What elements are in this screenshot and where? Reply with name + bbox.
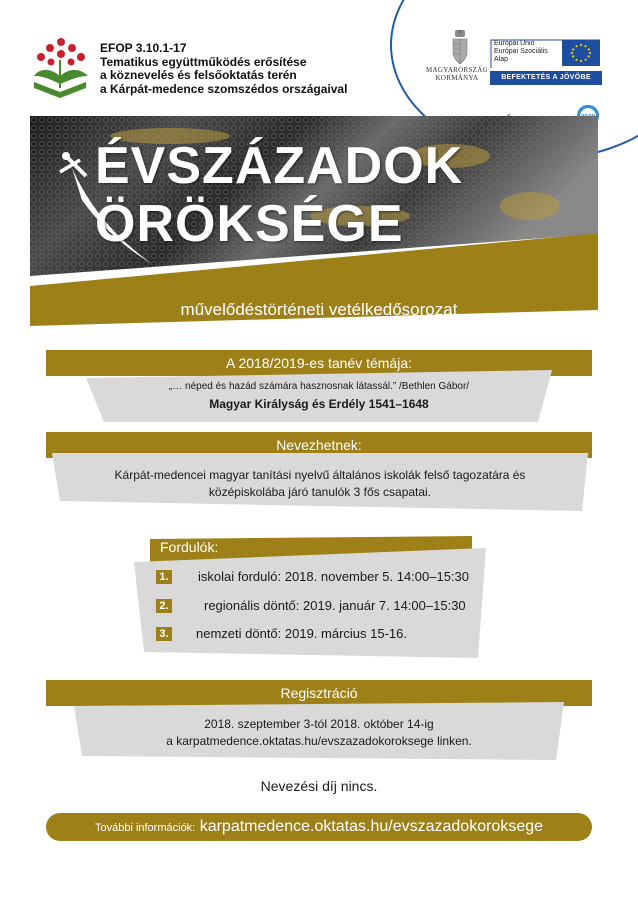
round-text-3: nemzeti döntő: 2019. március 15-16.	[196, 626, 408, 641]
topic-heading: A 2018/2019-es tanév témája:	[46, 350, 592, 376]
registration-box	[74, 702, 564, 760]
eu-flag-icon	[562, 40, 600, 66]
round-number-1: 1.	[156, 570, 172, 584]
eligible-line-2: középiskolába járó tanulók 3 fős csapatai.	[208, 485, 432, 499]
efop-line-3: a Kárpát-medence szomszédos országaival	[100, 81, 348, 96]
info-bar	[46, 813, 592, 841]
eligible-box	[52, 453, 588, 511]
round-number-3: 3.	[156, 627, 172, 641]
hero-title-line-1: ÉVSZÁZADOK	[95, 137, 464, 195]
efop-line-2: a köznevelés és felsőoktatás terén	[100, 68, 297, 82]
efop-code: EFOP 3.10.1-17	[100, 41, 187, 55]
hero-subtitle: művelődéstörténeti vetélkedősorozat	[180, 300, 458, 319]
eu-line-2: Európai Szociális	[494, 48, 548, 55]
round-text-1: iskolai forduló: 2018. november 5. 14:00–15:30	[198, 569, 470, 584]
efop-text-block	[100, 42, 347, 96]
eu-line-3: Alap	[494, 56, 509, 63]
fee-note: Nevezési díj nincs.	[260, 778, 378, 794]
round-text-2: regionális döntő: 2019. január 7. 14:00–15:30	[204, 598, 466, 613]
topic-theme: Magyar Királyság és Erdély 1541–1648	[209, 397, 429, 411]
round-number-2: 2.	[156, 599, 172, 613]
hungarian-crest-icon	[452, 30, 468, 66]
info-link[interactable]: karpatmedence.oktatas.hu/evszazadokoroksege	[199, 818, 544, 835]
rounds-heading: Fordulók:	[160, 539, 219, 555]
eligible-heading: Nevezhetnek:	[46, 432, 592, 458]
registration-heading: Regisztráció	[46, 680, 592, 706]
info-label: További információk:	[94, 822, 196, 834]
eligible-line-1: Kárpát-medencei magyar tanítási nyelvű általános iskolák felső tagozatára és	[114, 468, 526, 482]
topic-box	[86, 370, 552, 422]
hero-title-line-2: ÖRÖKSÉGE	[95, 195, 404, 253]
registration-line-2: a karpatmedence.oktatas.hu/evszazadokoroksege linken.	[166, 734, 472, 748]
topic-quote: „… néped és hazád számára hasznosnak látassál.” /Bethlen Gábor/	[168, 381, 470, 392]
eu-label	[494, 40, 548, 64]
gov-line-1: MAGYARORSZÁG	[426, 66, 488, 74]
gov-line-2: KORMÁNYA	[435, 74, 479, 82]
government-label	[424, 66, 490, 82]
efop-logo-icon	[30, 36, 92, 102]
registration-line-1: 2018. szeptember 3-tól 2018. október 14-ig	[204, 717, 434, 731]
eu-line-1: Európai Unió	[494, 40, 535, 47]
efop-line-1: Tematikus együttműködés erősítése	[100, 54, 307, 69]
eu-slogan-banner: BEFEKTETÉS A JÖVŐBE	[490, 71, 602, 85]
